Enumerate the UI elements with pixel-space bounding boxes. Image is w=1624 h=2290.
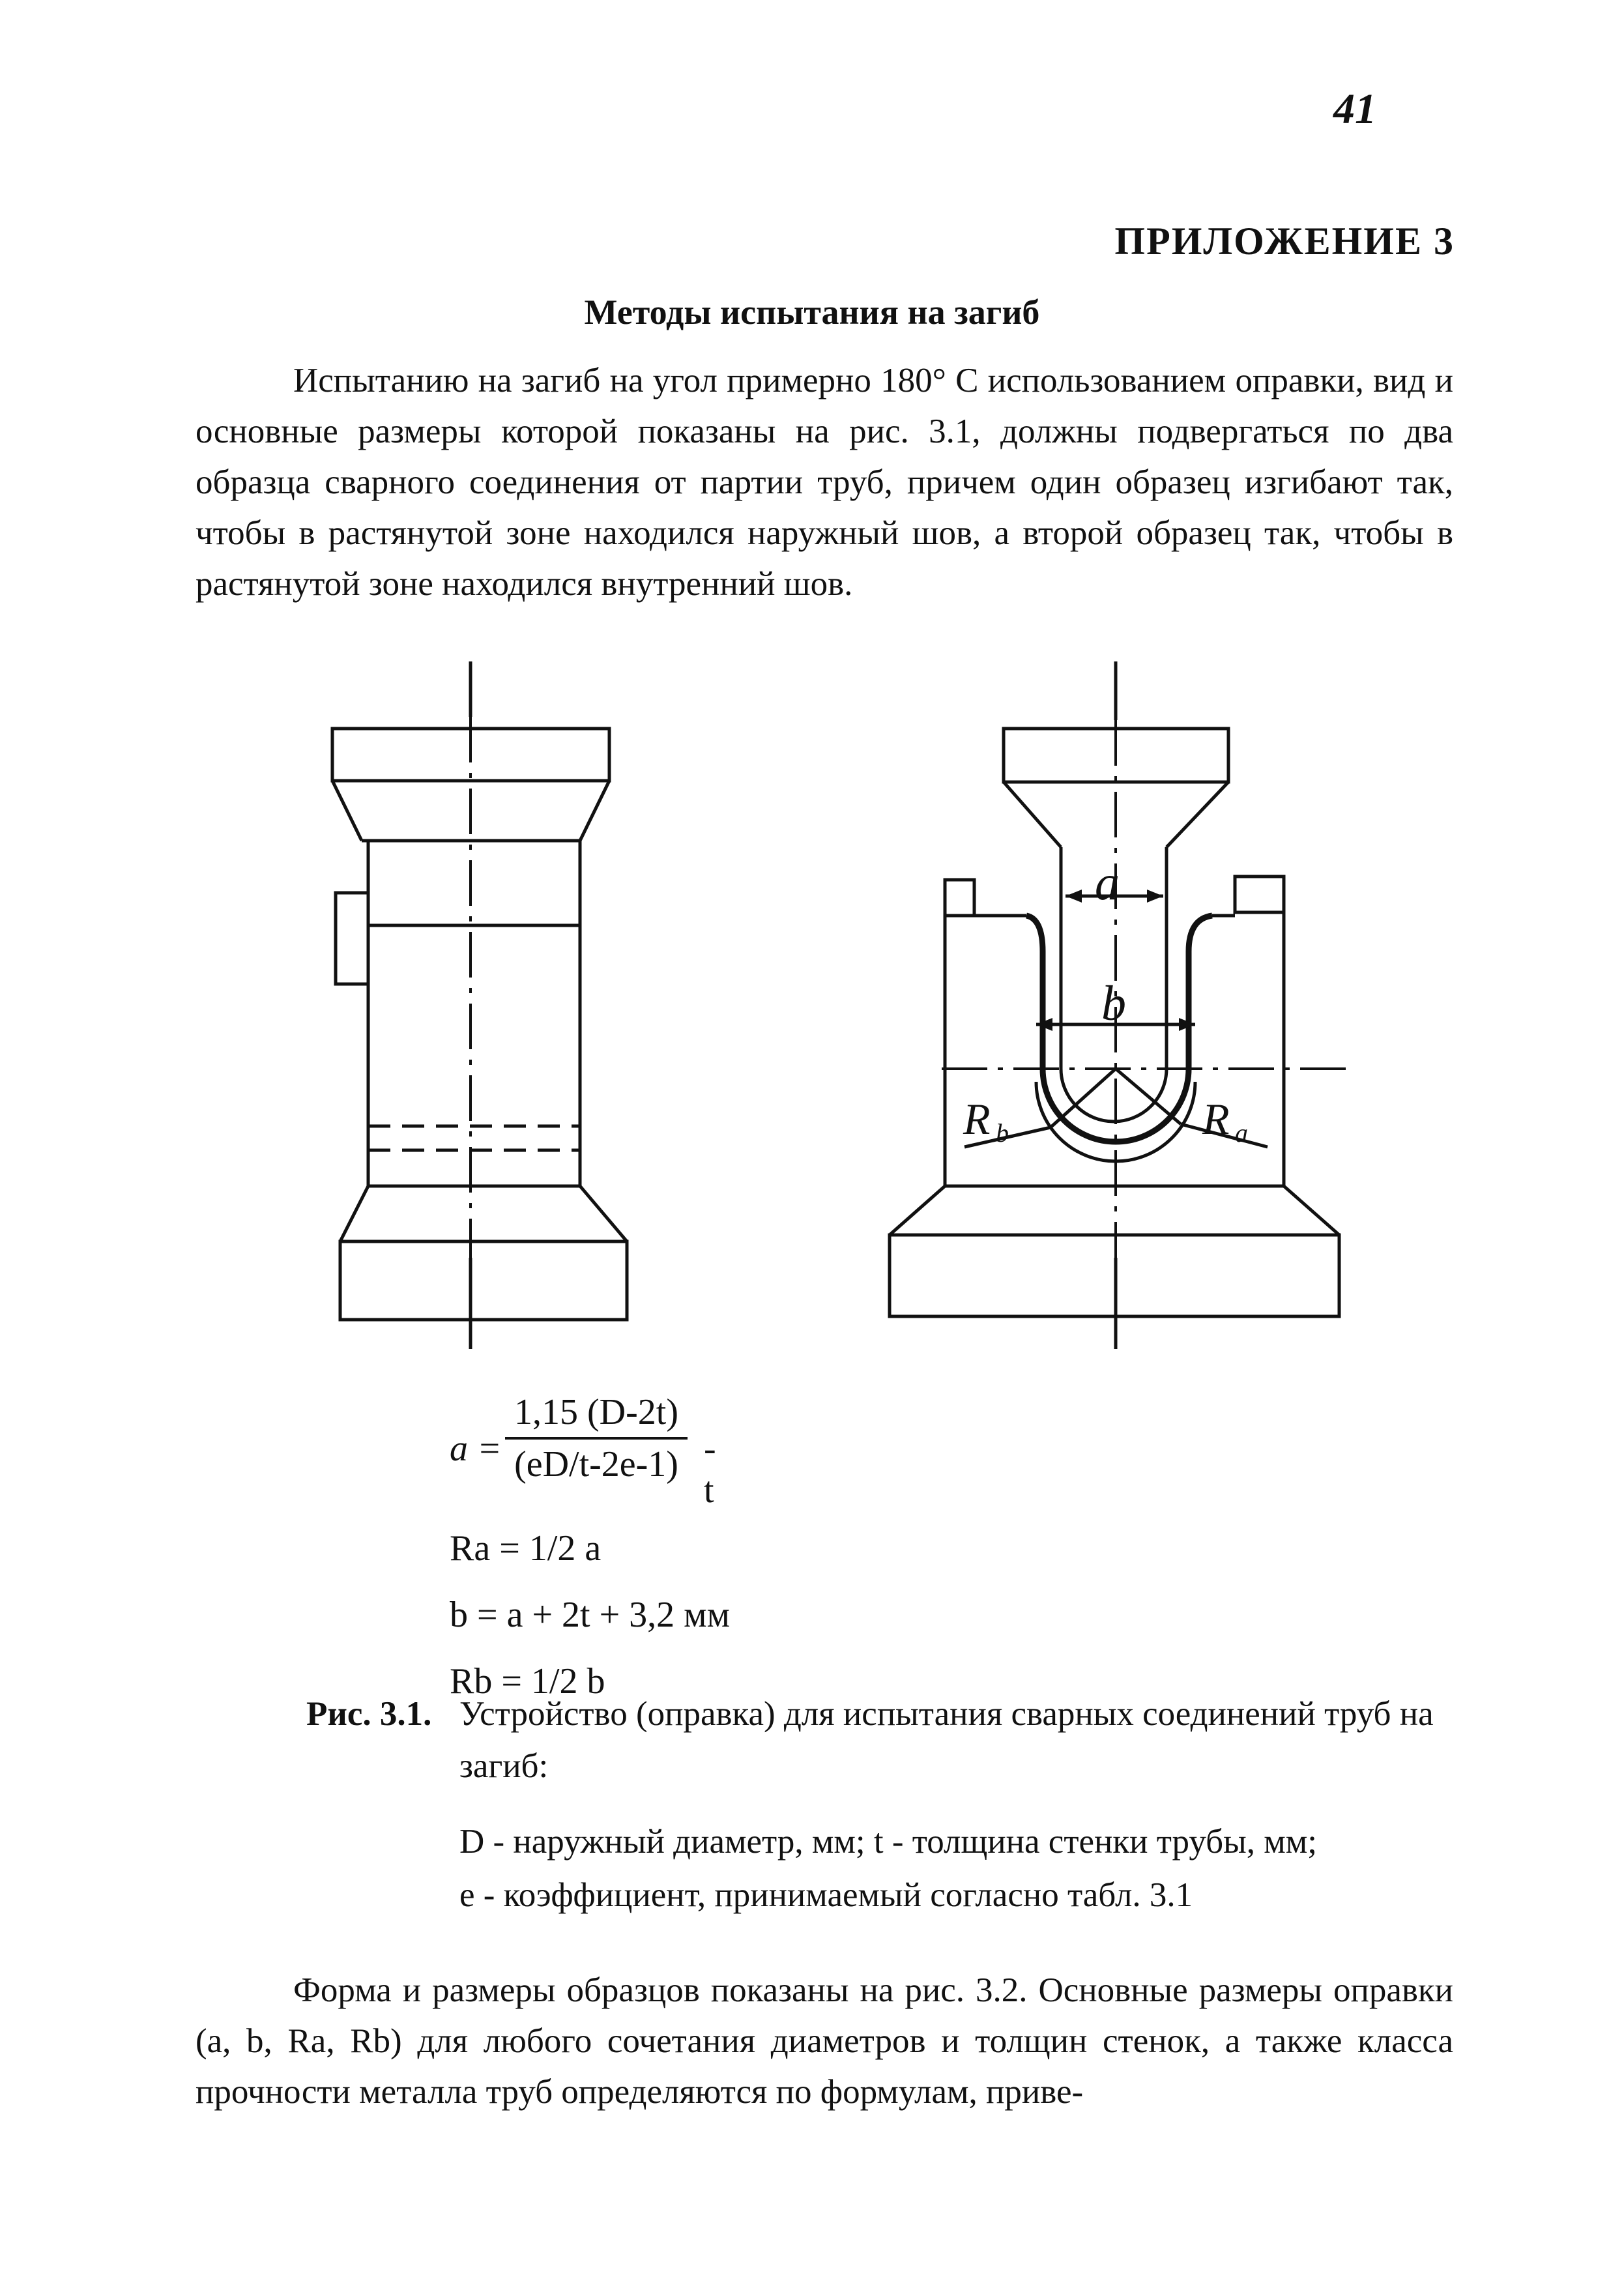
label-b: b <box>1101 976 1126 1031</box>
formula-a-denominator: (eD/t-2e-1) <box>514 1444 678 1485</box>
formula-a-numerator: 1,15 (D-2t) <box>505 1391 688 1440</box>
figure-legend <box>459 1815 1457 1922</box>
formula-rb: Rb = 1/2 b <box>450 1661 605 1702</box>
caption-label: Рис. 3.1. <box>306 1695 432 1733</box>
closing-paragraph: Форма и размеры образцов показаны на рис. 3.2. Основные размеры оправки (a, b, Ra, Rb) для любого сочетания диаметров и толщин стенок, а также класса прочности металла труб определяются по формулам, приве- <box>196 1971 1453 2111</box>
label-rb: R <box>963 1094 991 1144</box>
label-ra-sub: a <box>1235 1118 1248 1148</box>
caption-text: Устройство (оправка) для испытания сварных соединений труб на загиб: <box>459 1695 1434 1785</box>
figure-caption <box>306 1688 1453 1792</box>
formula-b: b = a + 2t + 3,2 мм <box>450 1595 731 1635</box>
formula-a-fraction <box>505 1391 688 1485</box>
intro-paragraph: Испытанию на загиб на угол примерно 180° С использованием оправки, вид и основные размеры которой показаны на рис. 3.1, должны подвергаться по два образца сварного соединения от партии труб, причем один образец изгибают так, чтобы в растянутой зоне находился наружный шов, а второй образец так, чтобы в растянутой зоне находился внутренний шов. <box>196 362 1453 603</box>
appendix-title: ПРИЛОЖЕНИЕ 3 <box>1114 220 1455 263</box>
legend-line-2: e - коэффициент, принимаемый согласно табл. 3.1 <box>459 1876 1193 1914</box>
formula-ra: Ra = 1/2 a <box>450 1528 602 1569</box>
section-title: Методы испытания на загиб <box>584 293 1040 332</box>
legend-line-1: D - наружный диаметр, мм; t - толщина стенки трубы, мм; <box>459 1823 1318 1861</box>
mandrel-side-view <box>332 661 627 1349</box>
formula-a-tail: - t <box>704 1428 716 1511</box>
label-rb-sub: b <box>996 1118 1009 1148</box>
formula-a-lhs: a = <box>450 1428 502 1469</box>
mandrel-front-view <box>890 661 1349 1349</box>
label-ra: R <box>1202 1094 1230 1144</box>
page-number: 41 <box>1333 85 1376 133</box>
formula-a <box>450 1391 730 1515</box>
label-a: a <box>1095 856 1120 910</box>
formulas <box>450 1391 730 1715</box>
